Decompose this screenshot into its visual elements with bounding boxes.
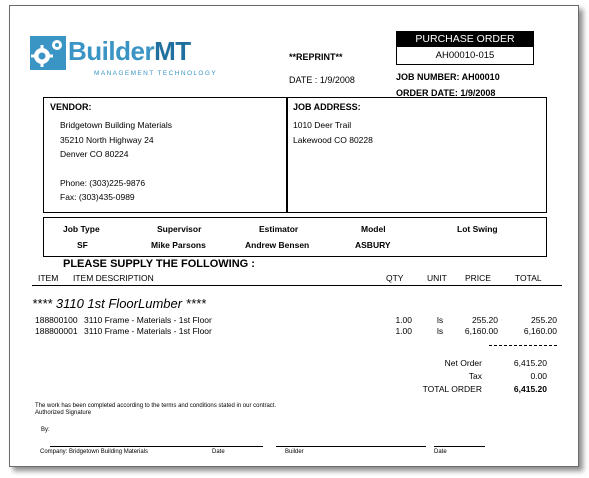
vendor-address2: Denver CO 80224 xyxy=(60,149,129,159)
terms-statement: The work has been completed according to the terms and conditions stated in our contract. xyxy=(35,403,277,409)
line2-qty: 1.00 xyxy=(395,326,412,336)
total-order-value: 6,415.20 xyxy=(513,384,547,394)
line1-item: 188800100 xyxy=(35,315,78,325)
net-order-label: Net Order xyxy=(444,358,482,368)
authorized-signature-label: Authorized Signature xyxy=(35,410,92,416)
builder-date-label: Date xyxy=(434,449,447,455)
line1-qty: 1.00 xyxy=(395,315,412,325)
order-date: ORDER DATE: 1/9/2008 xyxy=(396,88,496,98)
tax-value: 0.00 xyxy=(530,371,547,381)
value-job-type: SF xyxy=(77,240,88,250)
tax-label: Tax xyxy=(468,371,482,381)
value-supervisor: Mike Parsons xyxy=(151,240,206,250)
job-number: JOB NUMBER: AH00010 xyxy=(396,72,500,82)
line1-total: 255.20 xyxy=(531,315,557,325)
job-address-line2: Lakewood CO 80228 xyxy=(293,135,373,145)
header-lot-swing: Lot Swing xyxy=(457,224,498,234)
col-qty: QTY xyxy=(386,273,404,283)
company-date-line[interactable] xyxy=(212,446,263,447)
vendor-phone: Phone: (303)225-9876 xyxy=(60,178,146,188)
logo-wordmark: BuilderMT xyxy=(68,36,191,66)
header-supervisor: Supervisor xyxy=(157,224,202,234)
gear-logo-icon xyxy=(30,36,66,70)
header-rule xyxy=(32,285,562,286)
subtotal-rule xyxy=(489,345,557,346)
value-model: ASBURY xyxy=(355,240,391,250)
col-total: TOTAL xyxy=(515,273,542,283)
col-item: ITEM xyxy=(38,273,59,283)
job-info-box xyxy=(43,217,547,257)
by-label: By: xyxy=(41,427,50,433)
print-date: DATE : 1/9/2008 xyxy=(289,75,355,85)
vendor-name: Bridgetown Building Materials xyxy=(60,120,172,130)
vendor-title: VENDOR: xyxy=(50,102,92,112)
line2-price: 6,160.00 xyxy=(464,326,498,336)
po-title-box xyxy=(396,31,534,65)
line1-unit: ls xyxy=(437,315,444,325)
col-description: ITEM DESCRIPTION xyxy=(73,273,154,283)
builder-date-line[interactable] xyxy=(434,446,485,447)
col-unit: UNIT xyxy=(427,273,447,283)
line1-price: 255.20 xyxy=(472,315,498,325)
net-order-value: 6,415.20 xyxy=(513,358,547,368)
company-date-label: Date xyxy=(212,449,225,455)
company-label: Company: Bridgetown Building Materials xyxy=(40,449,149,455)
purchase-order-sheet xyxy=(9,5,579,467)
job-address-box xyxy=(286,97,547,213)
vendor-box xyxy=(43,97,288,213)
po-number: AH00010-015 xyxy=(435,50,495,61)
logo-tagline: MANAGEMENT TECHNOLOGY xyxy=(94,70,218,77)
vendor-fax: Fax: (303)435-0989 xyxy=(60,192,135,202)
line2-unit: ls xyxy=(437,326,444,336)
value-estimator: Andrew Bensen xyxy=(245,240,310,250)
header-job-type: Job Type xyxy=(63,224,100,234)
line1-description: 3110 Frame - Materials - 1st Floor xyxy=(84,315,212,325)
vendor-address1: 35210 North Highway 24 xyxy=(60,135,154,145)
po-title: PURCHASE ORDER xyxy=(397,32,533,47)
line2-total: 6,160.00 xyxy=(523,326,557,336)
job-address-title: JOB ADDRESS: xyxy=(293,102,361,112)
reprint-label: **REPRINT** xyxy=(289,52,343,62)
builder-signature-line[interactable] xyxy=(276,446,426,447)
company-signature-line[interactable] xyxy=(50,446,212,447)
header-estimator: Estimator xyxy=(259,224,299,234)
line2-item: 188800001 xyxy=(35,326,78,336)
line2-description: 3110 Frame - Materials - 1st Floor xyxy=(84,326,212,336)
total-order-label: TOTAL ORDER xyxy=(422,384,482,394)
header-model: Model xyxy=(361,224,386,234)
builder-label: Builder xyxy=(285,449,304,455)
section-title: **** 3110 1st FloorLumber **** xyxy=(32,296,206,311)
col-price: PRICE xyxy=(465,273,491,283)
job-address-line1: 1010 Deer Trail xyxy=(293,120,352,130)
supply-heading: PLEASE SUPPLY THE FOLLOWING : xyxy=(63,258,255,270)
